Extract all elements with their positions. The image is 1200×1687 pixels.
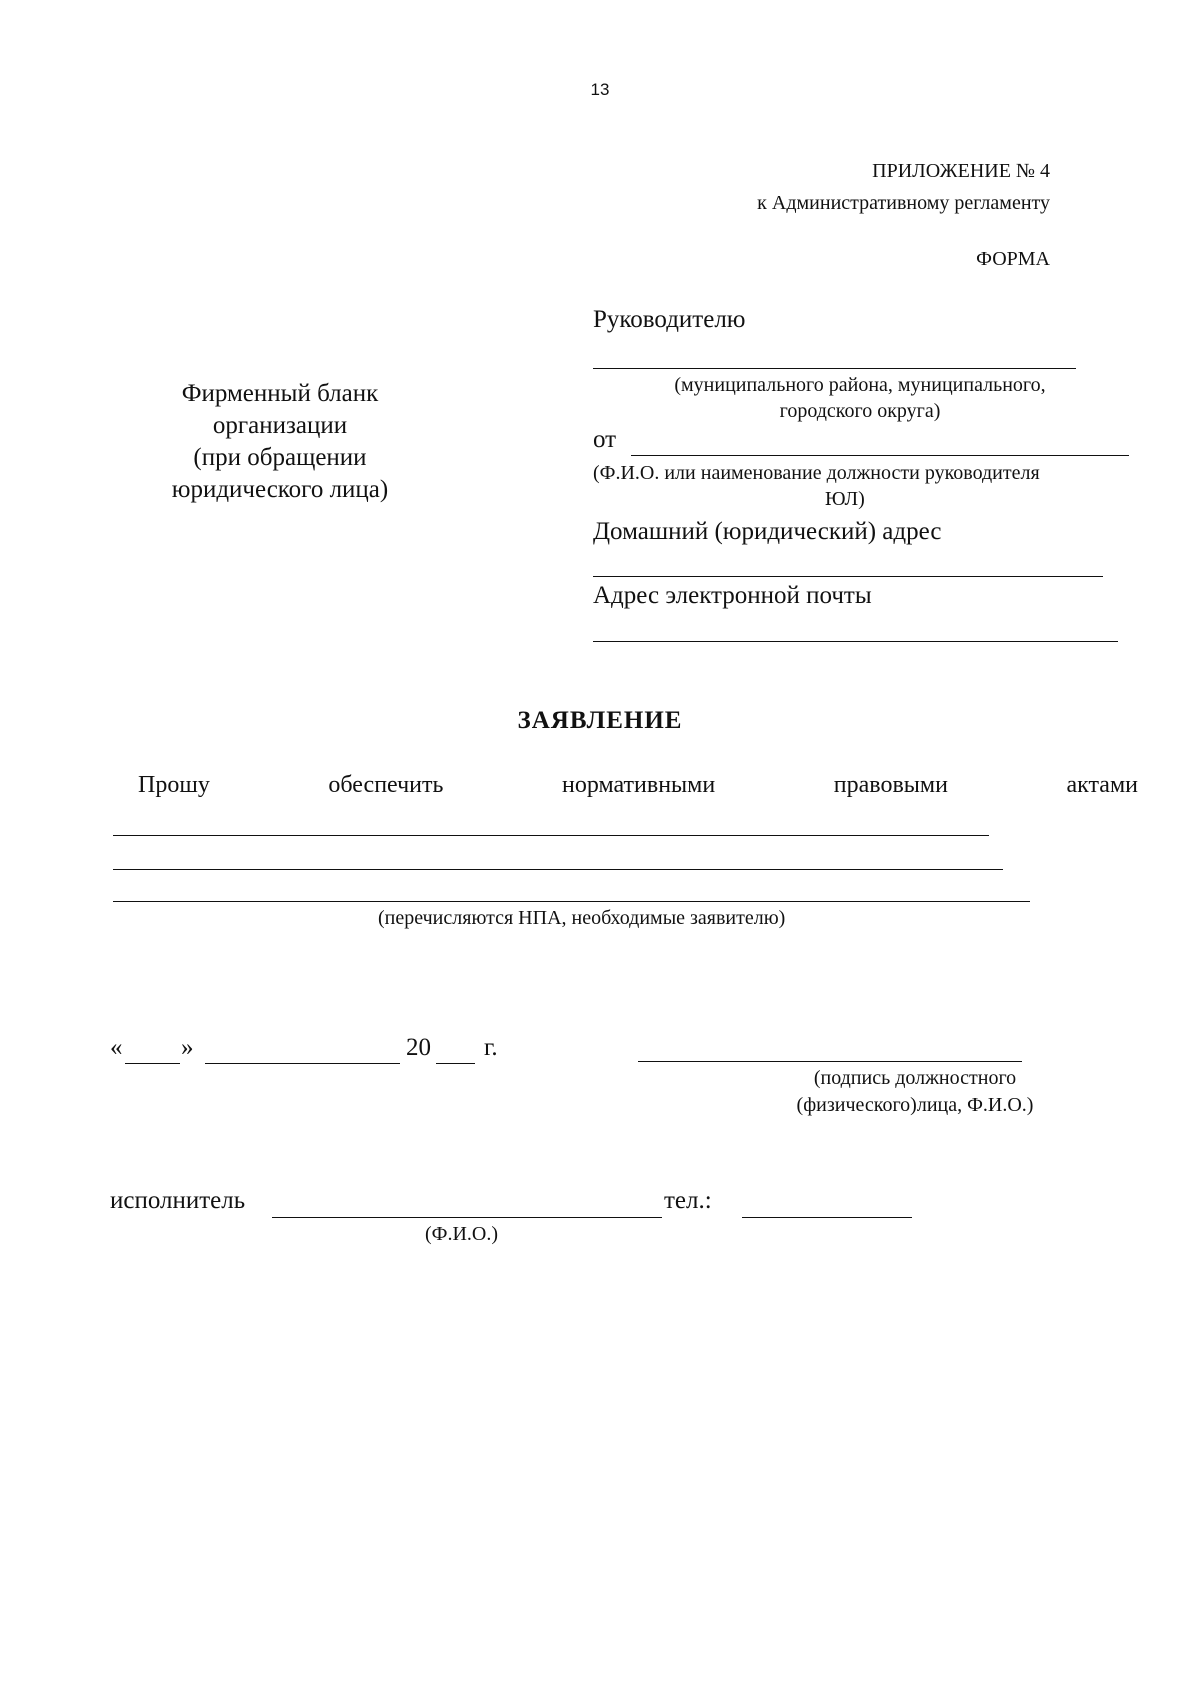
document-title: ЗАЯВЛЕНИЕ [517, 707, 683, 734]
request-word: актами [1066, 772, 1138, 798]
addressee-hint [620, 372, 1100, 424]
executor-name-line[interactable] [272, 1217, 662, 1218]
signature-hint [750, 1065, 1080, 1119]
addressee-label: Руководителю [593, 306, 746, 333]
from-hint-line1: (Ф.И.О. или наименование должности руководителя [593, 462, 1040, 484]
phone-label: тел.: [664, 1187, 712, 1214]
phone-line[interactable] [742, 1217, 912, 1218]
request-word: Прошу [138, 772, 210, 798]
request-word: обеспечить [328, 772, 444, 798]
date-year-prefix: 20 [406, 1034, 431, 1061]
date-year-suffix: г. [484, 1034, 498, 1061]
addressee-hint-line: (муниципального района, муниципального, [674, 374, 1046, 396]
executor-name-hint: (Ф.И.О.) [425, 1223, 499, 1245]
request-word: правовыми [833, 772, 948, 798]
addressee-name-line[interactable] [593, 368, 1076, 369]
address-line[interactable] [593, 576, 1103, 577]
acts-list-hint: (перечисляются НПА, необходимые заявителю) [378, 907, 786, 929]
signature-line[interactable] [638, 1061, 1022, 1062]
letterhead-line: организации [212, 412, 348, 439]
signature-hint-line: (физического)лица, Ф.И.О.) [796, 1094, 1034, 1116]
regulation-reference: к Административному регламенту [757, 192, 1050, 214]
date-month-line[interactable] [205, 1063, 400, 1064]
letterhead-line: (при обращении [193, 444, 367, 471]
from-name-line[interactable] [631, 455, 1129, 456]
date-close-quote: » [181, 1034, 194, 1061]
appendix-number: ПРИЛОЖЕНИЕ № 4 [872, 160, 1050, 182]
acts-list-line[interactable] [113, 835, 989, 836]
addressee-hint-line: городского округа) [779, 400, 941, 422]
letterhead-line: Фирменный бланк [181, 380, 379, 407]
acts-list-line[interactable] [113, 869, 1003, 870]
request-word: нормативными [562, 772, 716, 798]
email-line[interactable] [593, 641, 1118, 642]
signature-hint-line: (подпись должностного [813, 1067, 1017, 1089]
date-year-line[interactable] [436, 1063, 475, 1064]
date-day-line[interactable] [125, 1063, 180, 1064]
executor-label: исполнитель [110, 1187, 246, 1214]
request-sentence [138, 772, 1138, 799]
from-hint-line2: ЮЛ) [825, 488, 865, 510]
from-label: от [593, 426, 617, 453]
letterhead-line: юридического лица) [171, 476, 389, 503]
form-label: ФОРМА [976, 248, 1050, 270]
email-label: Адрес электронной почты [593, 582, 872, 609]
letterhead-placeholder [130, 378, 430, 506]
address-label: Домашний (юридический) адрес [593, 518, 942, 545]
page-number: 13 [590, 80, 610, 99]
date-open-quote: « [110, 1034, 123, 1061]
acts-list-line[interactable] [113, 901, 1030, 902]
